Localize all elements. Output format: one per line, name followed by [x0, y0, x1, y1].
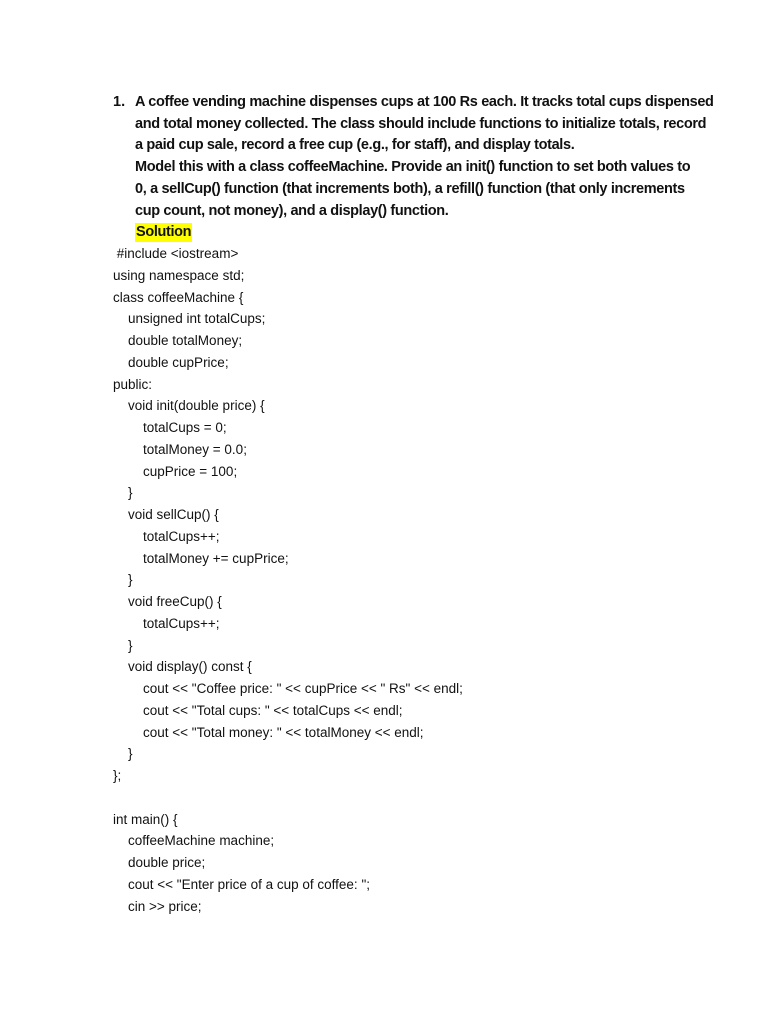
- code-line: }: [113, 746, 133, 762]
- code-line: double cupPrice;: [113, 354, 229, 370]
- question-line: and total money collected. The class should include functions to initialize totals, record: [135, 115, 707, 132]
- code-line: }: [113, 485, 133, 501]
- code-line: totalCups = 0;: [113, 420, 227, 435]
- code-listing: [113, 243, 463, 917]
- code-line: totalMoney = 0.0;: [113, 441, 247, 457]
- code-line: cin >> price;: [113, 898, 202, 914]
- code-line: unsigned int totalCups;: [113, 311, 266, 327]
- code-line: void init(double price) {: [113, 398, 265, 414]
- question-number: 1.: [113, 94, 126, 110]
- code-line: totalCups++;: [113, 615, 220, 631]
- solution-heading: Solution: [136, 224, 192, 241]
- code-line: }: [113, 572, 133, 588]
- question-block: [113, 92, 714, 244]
- code-line: cout << "Coffee price: " << cupPrice << " Rs" << endl;: [113, 681, 463, 696]
- code-line: #include <iostream>: [113, 246, 239, 261]
- code-line: }: [113, 637, 133, 653]
- code-line: cout << "Total cups: " << totalCups << endl;: [113, 702, 403, 718]
- question-text: [135, 92, 714, 244]
- code-line: using namespace std;: [113, 267, 245, 283]
- code-line: cout << "Total money: " << totalMoney << endl;: [113, 724, 424, 740]
- question-line: A coffee vending machine dispenses cups at 100 Rs each. It tracks total cups dispensed: [135, 94, 714, 110]
- code-line: void display() const {: [113, 659, 252, 675]
- code-line: totalCups++;: [113, 528, 220, 544]
- question-line: a paid cup sale, record a free cup (e.g., for staff), and display totals.: [135, 137, 575, 154]
- question-line: Model this with a class coffeeMachine. Provide an init() function to set both values to: [135, 159, 691, 176]
- code-line: cupPrice = 100;: [113, 463, 238, 479]
- code-line: coffeeMachine machine;: [113, 833, 275, 849]
- code-line: cout << "Enter price of a cup of coffee: ";: [113, 876, 370, 892]
- code-line: [113, 787, 463, 809]
- code-line: double totalMoney;: [113, 333, 243, 348]
- code-line: void freeCup() {: [113, 594, 222, 609]
- code-line: };: [113, 768, 122, 783]
- code-line: double price;: [113, 855, 206, 870]
- code-line: int main() {: [113, 811, 178, 827]
- code-line: class coffeeMachine {: [113, 289, 244, 305]
- code-line: totalMoney += cupPrice;: [113, 550, 289, 566]
- code-line: void sellCup() {: [113, 507, 219, 522]
- code-line: public:: [113, 376, 153, 392]
- question-line: 0, a sellCup() function (that increments both), a refill() function (that only increments: [135, 180, 685, 197]
- question-line: cup count, not money), and a display() function.: [135, 202, 449, 219]
